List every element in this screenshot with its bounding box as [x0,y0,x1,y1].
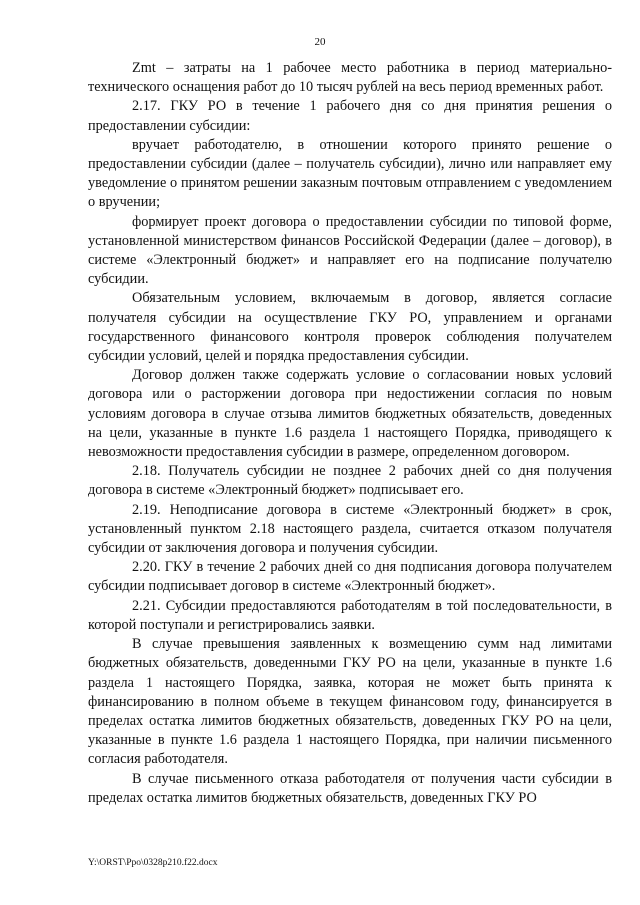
paragraph-2-17: 2.17. ГКУ РО в течение 1 рабочего дня со дня принятия решения о предоставлении субсидии: [88,98,612,134]
footer-file-path: Y:\ORST\Ppo\0328p210.f22.docx [88,858,218,868]
paragraph-written-refusal: В случае письменного отказа работодателя от получения части субсидии в пределах остатка лимитов бюджетных обязательств, доведенных ГКУ РО [88,770,612,806]
paragraph-2-19: 2.19. Неподписание договора в системе «Электронный бюджет» в срок, установленный пунктом 2.18 настоящего раздела, считается отказом получателя субсидии от заключения договора и получения субсидии. [88,501,612,557]
paragraph-2-20: 2.20. ГКУ в течение 2 рабочих дней со дня подписания договора получателем субсидии подписывает договор в системе «Электронный бюджет». [88,559,612,595]
paragraph-2-21: 2.21. Субсидии предоставляются работодателям в той последовательности, в которой поступали и регистрировались заявки. [88,597,612,633]
paragraph-forms-contract: формирует проект договора о предоставлении субсидии по типовой форме, установленной министерством финансов Российской Федерации (далее – договор), в системе «Электронный бюджет» и направляет его на подписание получателю субсидии. [88,213,612,288]
paragraph-zmt-definition: Zmt – затраты на 1 рабочее место работника в период материально-технического оснащения работ до 10 тысяч рублей на весь период временных работ. [88,60,612,96]
paragraph-contract-terms: Договор должен также содержать условие о согласовании новых условий договора или о расторжении договора при недостижении согласия по новым условиям договора в случае отзыва лимитов бюджетных обязательств, доведенных на цели, указанные в пункте 1.6 раздела 1 настоящего Порядка, приводящего к невозможности предоставления субсидии в размере, определенном договором. [88,367,612,461]
page-number: 20 [314,36,326,48]
paragraph-hands-notice: вручает работодателю, в отношении которого принято решение о предоставлении субсидии (далее – получатель субсидии), лично или направляет ему уведомление о принятом решении заказным почтовым отправлением с уведомлением о вручении; [88,136,612,211]
paragraph-mandatory-condition: Обязательным условием, включаемым в договор, является согласие получателя субсидии на осуществление ГКУ РО, управлением и органами государственного финансового контроля проверок соблюдения получателем субсидии условий, целей и порядка предоставления субсидии. [88,290,612,365]
paragraph-2-18: 2.18. Получатель субсидии не позднее 2 рабочих дней со дня получения договора в системе «Электронный бюджет» подписывает его. [88,463,612,499]
paragraph-limit-excess: В случае превышения заявленных к возмещению сумм над лимитами бюджетных обязательств, доведенными ГКУ РО на цели, указанные в пункте 1.6 раздела 1 настоящего Порядка, заявка, которая не может быть принята к финансированию в полном объеме в текущем финансовом году, финансируется в пределах остатка лимитов бюджетных обязательств, доведенных ГКУ РО на цели, указанные в пункте 1.6 раздела 1 настоящего Порядка, при наличии письменного согласия работодателя. [88,636,612,768]
document-body [88,59,612,808]
